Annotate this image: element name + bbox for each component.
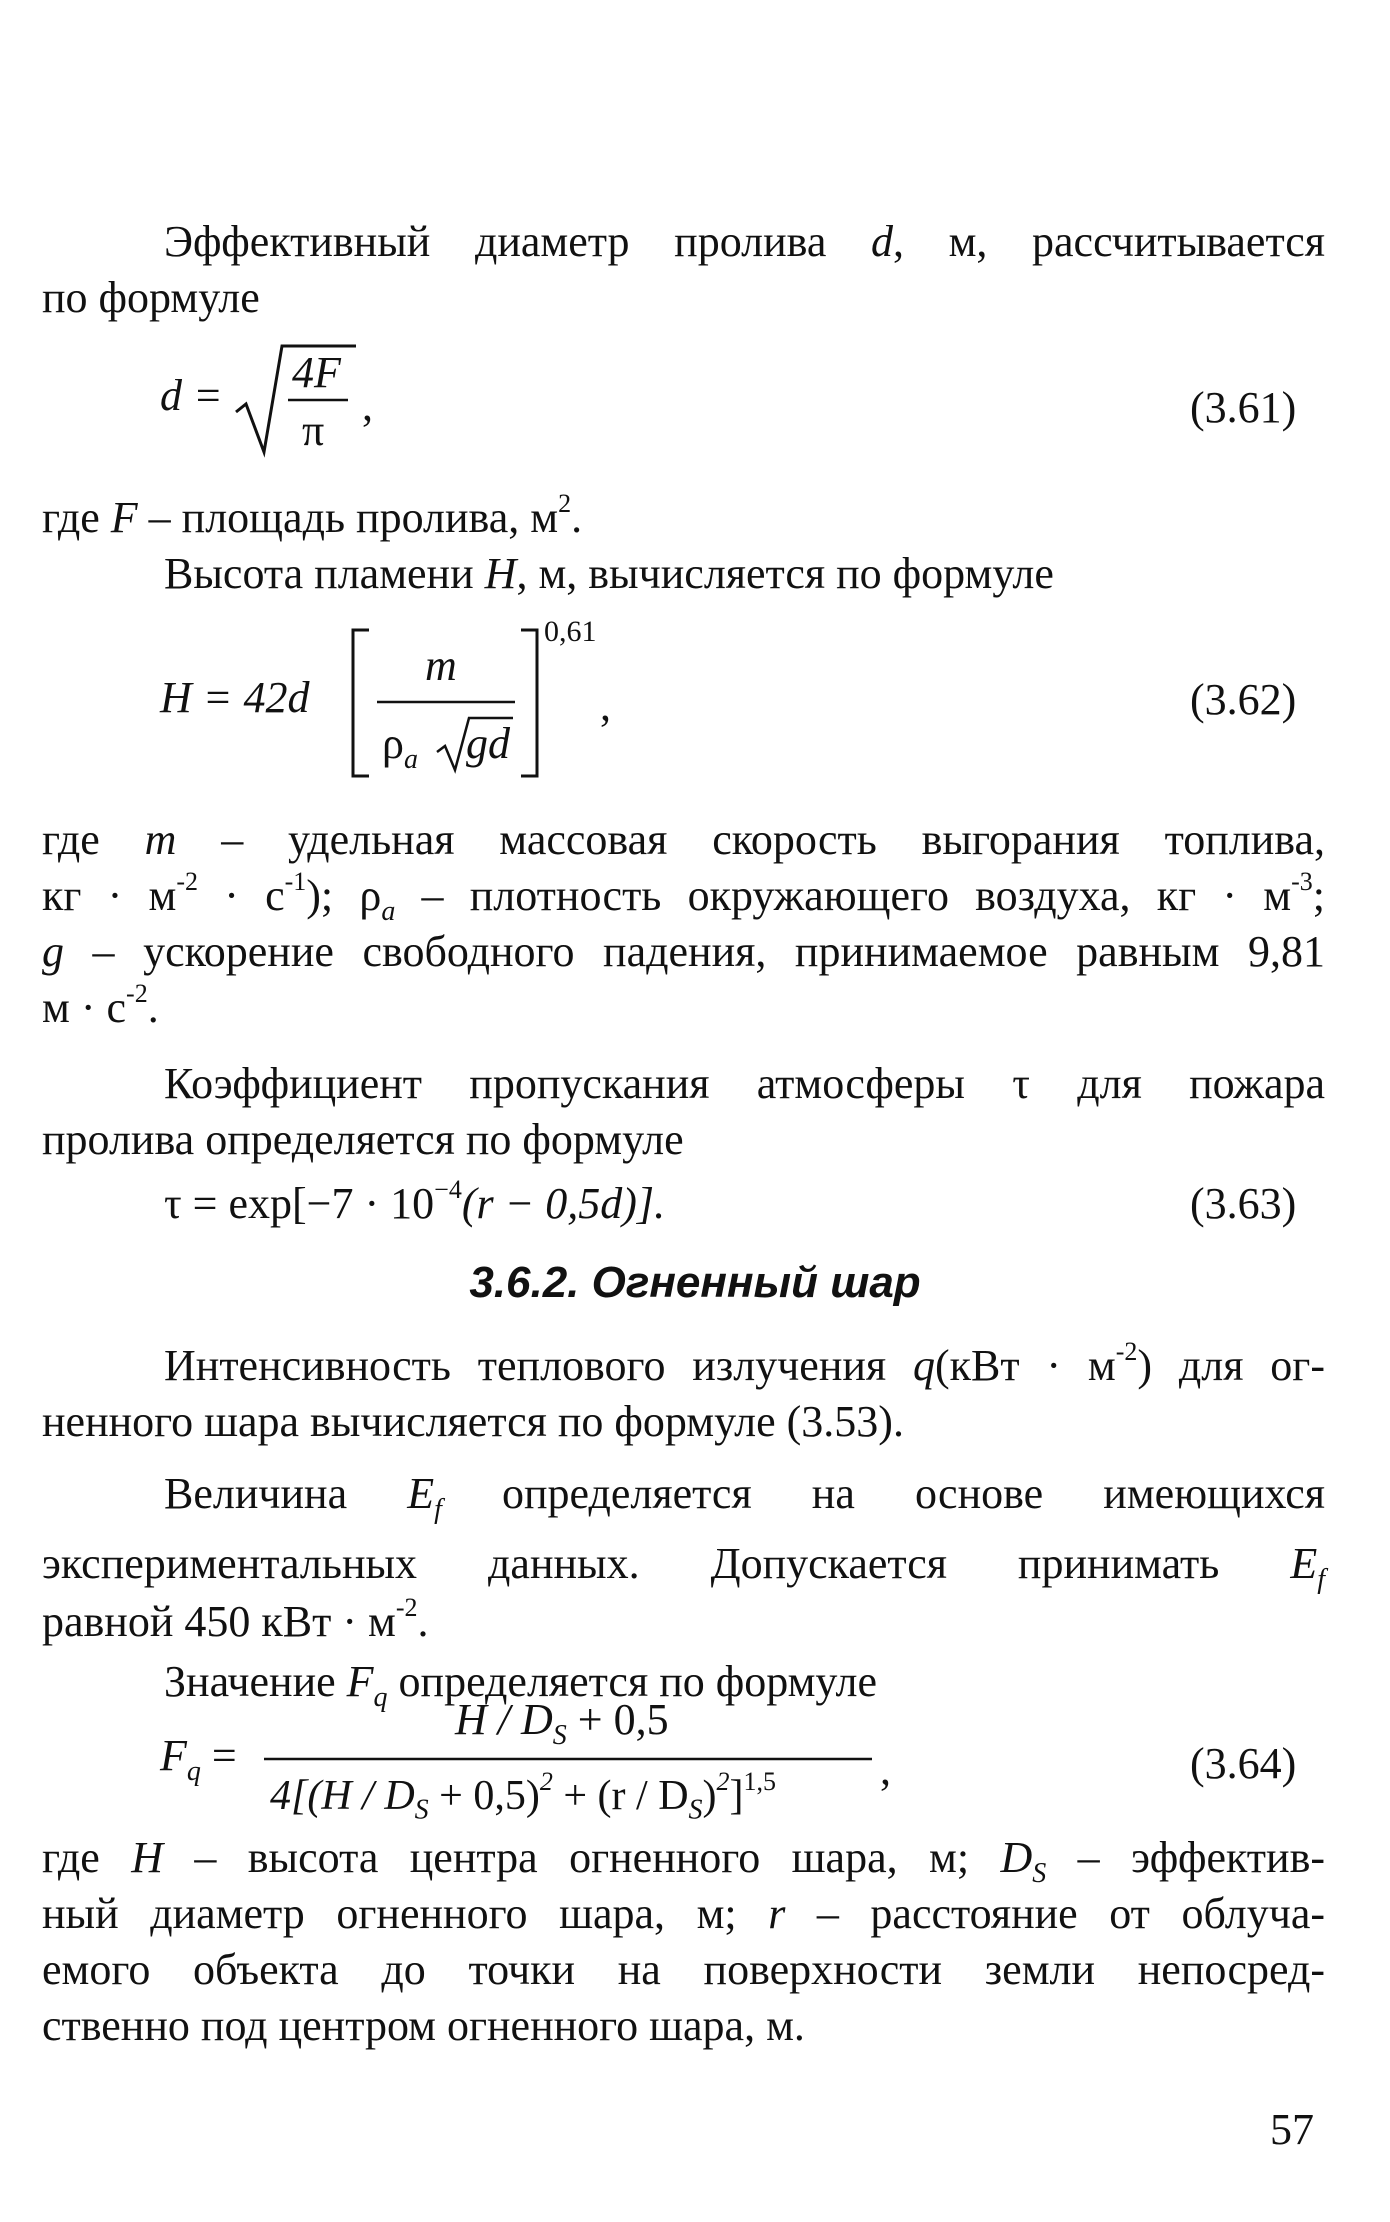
numerator-tail: + 0,5 [566, 1695, 669, 1744]
text-run: определяется на основе имеющихся [441, 1469, 1325, 1518]
paragraph-ef-line2 [42, 1536, 1325, 1595]
paragraph-fireball-symbols-line4: ственно под центром огненного шара, м. [42, 2001, 805, 2050]
text-run: – удельная массовая скорость выгорания топлива, [176, 815, 1325, 864]
paragraph-fireball-symbols-line2 [42, 1886, 1325, 1942]
paragraph-symbols-line3 [42, 924, 1325, 980]
text-run: . [417, 1597, 429, 1646]
text-run: где [42, 815, 145, 864]
superscript: -2 [176, 867, 199, 897]
var-H: H [131, 1833, 163, 1882]
paragraph-symbols-line1 [42, 812, 1325, 868]
eq62-comma: , [600, 681, 611, 730]
eq63-rest: (r − 0,5d)]. [461, 1179, 666, 1228]
var-H: H [484, 549, 517, 598]
eq64-numerator [455, 1694, 669, 1751]
rho-symbol: ρ [382, 719, 404, 768]
text-run: кг · м [42, 871, 177, 920]
eq62-numerator: m [425, 641, 457, 690]
eq63-exponent: −4 [434, 1175, 462, 1205]
superscript: 2 [558, 489, 572, 519]
text-run: , м, вычисляется по формуле [516, 549, 1054, 598]
var-F: F [160, 1731, 187, 1780]
paragraph-symbols-line4 [42, 980, 159, 1036]
denominator-start: 4[(H / D [270, 1773, 415, 1819]
var-g: g [42, 927, 64, 976]
superscript: 1,5 [743, 1767, 777, 1796]
eq64-fraction-bar [262, 1754, 882, 1764]
eq63-number: (3.63) [1190, 1179, 1297, 1228]
paragraph-area-definition [42, 490, 582, 546]
eq62-number: (3.62) [1190, 675, 1297, 724]
text-run: – ускорение свободного падения, принимаемое равным 9,81 [64, 927, 1325, 976]
superscript: -2 [395, 1593, 418, 1623]
numerator-main: H / D [455, 1695, 553, 1744]
paragraph-ef-line1 [164, 1466, 1325, 1525]
paragraph-fireball-symbols-line1 [42, 1830, 1325, 1889]
text-run: – расстояние от облуча- [785, 1889, 1326, 1938]
paragraph-flame-height [164, 546, 1054, 602]
denominator-part: + 0,5) [428, 1773, 540, 1819]
var-F: F [346, 1657, 374, 1706]
text-run: экспериментальных данных. Допускается принимать [42, 1539, 1291, 1588]
eq64-comma: , [880, 1745, 891, 1794]
text-run: – площадь пролива, м [137, 493, 559, 542]
denominator-part: ] [729, 1773, 744, 1819]
eq64-number: (3.64) [1190, 1739, 1297, 1788]
eq62-rho [382, 718, 418, 775]
eq62-lhs: H = 42d [160, 673, 310, 722]
eq64-denominator [270, 1767, 777, 1826]
superscript: -1 [284, 867, 307, 897]
var-E: E [1290, 1539, 1318, 1588]
eq63-expression [164, 1176, 665, 1232]
subscript: S [1032, 1857, 1047, 1889]
eq61-lhs: d = [160, 371, 223, 420]
text-run: ный диаметр огненного шара, м; [42, 1889, 769, 1938]
paragraph-ef-line3 [42, 1594, 429, 1650]
text-run: (кВт · м [934, 1341, 1116, 1390]
eq61-denominator: π [302, 406, 325, 455]
text-run: Значение [164, 1657, 347, 1706]
paragraph-effective-diameter-line1 [42, 214, 1325, 270]
text-run: ; [1312, 871, 1325, 920]
text-run: определяется по формуле [387, 1657, 877, 1706]
subscript: a [381, 895, 396, 927]
text-run: где [42, 493, 111, 542]
page-number: 57 [1270, 2105, 1314, 2154]
eq63-main: τ = exp[−7 · 10 [164, 1179, 435, 1228]
eq64-lhs: $F_q$ = [160, 1731, 237, 1787]
text-run: м · с [42, 983, 127, 1032]
subscript: q [186, 1755, 201, 1787]
eq61-number: (3.61) [1190, 383, 1297, 432]
text-run: Интенсивность теплового излучения [164, 1341, 913, 1390]
text-run: – плотность окружающего воздуха, кг · м [395, 871, 1292, 920]
paragraph-fireball-intensity-line1 [164, 1338, 1325, 1394]
subscript: f [434, 1493, 442, 1525]
text-run: Высота пламени [164, 549, 485, 598]
paragraph-symbols-line2 [42, 867, 1325, 927]
subscript: q [373, 1681, 388, 1713]
paragraph-transmission-line2: пролива определяется по формуле [42, 1115, 684, 1164]
var-F: F [110, 493, 138, 542]
eq61-numerator: 4F [292, 348, 341, 397]
paragraph-transmission-line1: Коэффициент пропускания атмосферы τ для пожара [164, 1059, 1325, 1108]
subscript: S [414, 1794, 429, 1826]
superscript: 2 [539, 1767, 553, 1796]
var-r: r [768, 1889, 786, 1938]
subscript: f [1317, 1563, 1325, 1595]
text-run: где [42, 1833, 132, 1882]
text-run: · с [198, 871, 285, 920]
superscript: -3 [1291, 867, 1313, 897]
text-run: ) для ог- [1137, 1341, 1325, 1390]
var-d: d [870, 217, 893, 266]
var-q: q [912, 1341, 935, 1390]
text-run: , м, рассчитывается [892, 217, 1325, 266]
paragraph-effective-diameter-line2: по формуле [42, 273, 260, 322]
section-heading: 3.6.2. Огненный шар [469, 1258, 921, 1307]
text-run: равной 450 кВт · м [42, 1597, 396, 1646]
var-E: E [407, 1469, 435, 1518]
text-run: – эффектив- [1046, 1833, 1325, 1882]
var-m: m [144, 815, 177, 864]
subscript: S [552, 1719, 567, 1751]
superscript: -2 [126, 979, 148, 1009]
superscript: -2 [1115, 1337, 1138, 1367]
subscript: a [403, 743, 418, 775]
paragraph-fireball-intensity-line2: ненного шара вычисляется по формуле (3.53). [42, 1397, 904, 1446]
text-run: Эффективный диаметр пролива [164, 217, 871, 266]
text-run: Величина [164, 1469, 408, 1518]
eq62-radicand: gd [466, 719, 510, 768]
text-run: . [571, 493, 583, 542]
text-run: . [147, 983, 159, 1032]
var-D: D [1000, 1833, 1033, 1882]
text-run: ); ρ [306, 871, 382, 920]
eq61-comma: , [362, 381, 373, 430]
eq62-exponent: 0,61 [544, 615, 597, 648]
subscript: S [688, 1794, 703, 1826]
denominator-part: + (r / D [552, 1773, 689, 1819]
denominator-part: ) [702, 1773, 717, 1819]
paragraph-fireball-symbols-line3: емого объекта до точки на поверхности земли непосред- [42, 1945, 1325, 1994]
superscript: 2 [716, 1767, 730, 1796]
text-run: – высота центра огненного шара, м; [162, 1833, 1001, 1882]
